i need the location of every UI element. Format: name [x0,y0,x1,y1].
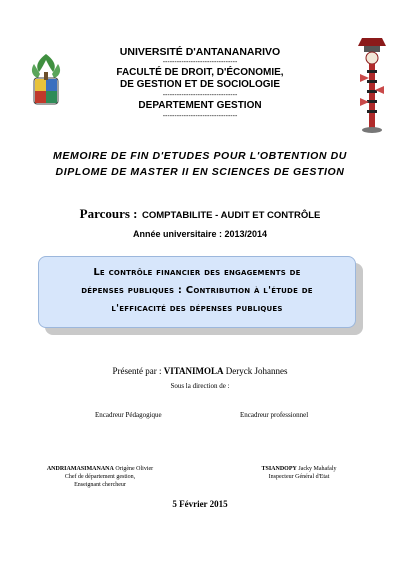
supervisor-surname: TSIANDOPY [261,466,297,472]
supervisor-role: Enseignant chercheur [74,482,126,488]
department-name: DEPARTEMENT GESTION [138,100,262,111]
faculty-name-line1: FACULTÉ DE DROIT, D'ÉCONOMIE, [116,67,284,78]
supervisor-role: Inspecteur Général d'Etat [268,474,330,480]
thesis-title-line2: dépenses publiques : Contribution à l'étude de [81,285,313,296]
direction-label: Sous la direction de : [170,382,230,390]
separator-line: -------------------------------- [162,59,238,66]
supervisor-professionnel [224,465,374,481]
faculty-logo-icon [26,50,66,108]
encadreur-professionnel-label: Encadreur professionnel [240,411,309,419]
separator-line: -------------------------------- [162,92,238,99]
separator-line: -------------------------------- [162,113,238,120]
presented-by-prefix: Présenté par : [112,366,162,376]
presented-by [40,366,360,376]
thesis-title-box [38,256,356,328]
submission-date: 5 Février 2015 [172,499,228,509]
encadreur-pedagogique-label: Encadreur Pédagogique [95,411,162,419]
parcours [20,205,380,223]
author-given-names: Deryck Johannes [225,366,288,376]
parcours-value: COMPTABILITE - AUDIT ET CONTRÔLE [141,210,321,221]
memoire-line1: MEMOIRE DE FIN D'ETUDES POUR L'OBTENTION DU [53,150,347,162]
university-seal-icon [352,34,392,134]
thesis-title-line1: Le contrôle financier des engagements de [93,267,301,278]
author-surname: VITANIMOLA [163,366,224,376]
supervisor-given: Jacky Mahafaly [298,466,337,472]
supervisor-pedagogique [30,465,170,489]
academic-year: Année universitaire : 2013/2014 [132,229,268,239]
faculty-name-line2: DE GESTION ET DE SOCIOLOGIE [119,79,281,90]
supervisor-given: Origène Olivier [115,466,154,472]
thesis-title-line3: l'efficacité des dépenses publiques [111,303,283,314]
supervisor-surname: ANDRIAMASIMANANA [46,466,114,472]
supervisor-role: Chef de département gestion, [64,474,136,480]
parcours-label: Parcours : [79,206,138,221]
memoire-line2: DIPLOME DE MASTER II EN SCIENCES DE GESTION [55,166,345,178]
university-name: UNIVERSITÉ D'ANTANANARIVO [119,46,281,58]
